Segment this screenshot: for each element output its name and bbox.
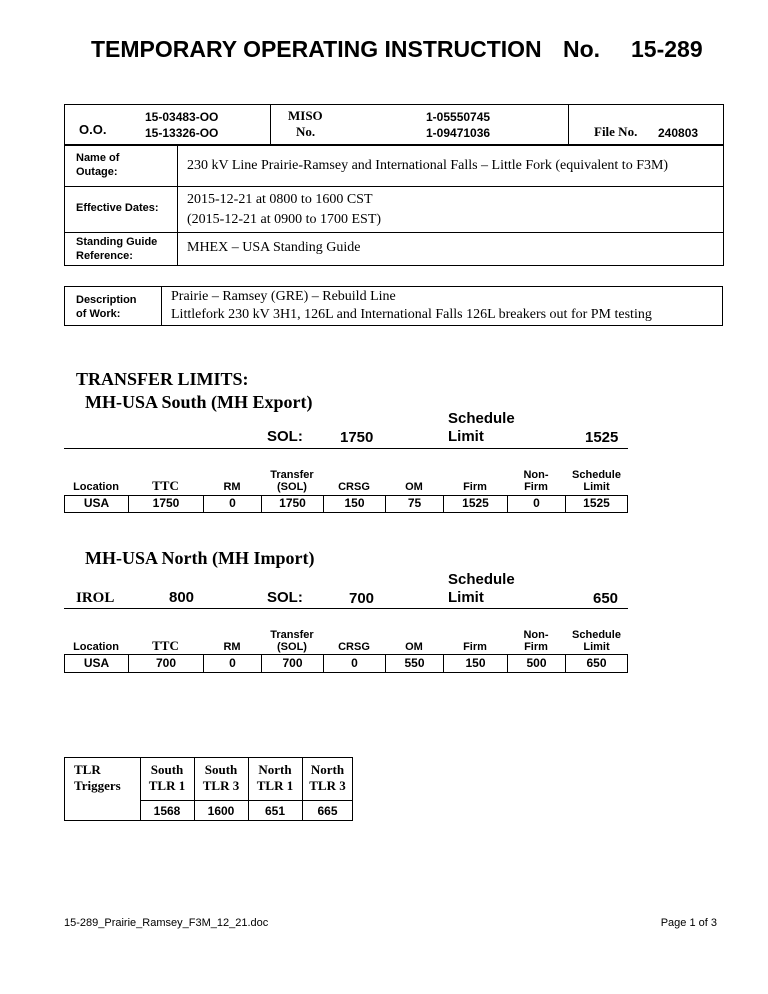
outage-name-label [76,152,119,180]
south-col-header-rm-text: RM [223,481,241,494]
tlr-header-south-1 [140,762,194,793]
south-col-header-firm-text: Firm [463,481,487,494]
footer-page-number: Page 1 of 3 [660,917,717,929]
north-schedule-limit-label [448,571,515,607]
south-col-header-schedule [565,462,628,494]
tlr-header-north-1-line-2: TLR 1 [256,777,294,793]
tlr-label-line-1: TLR [74,762,101,777]
north-cell-schedule: 650 [565,654,628,673]
north-cell-rm: 0 [203,654,262,673]
south-col-header-nonfirm-1: Non- [523,468,549,481]
description-line-2: Littlefork 230 kV 3H1, 126L and International Falls 126L breakers out for PM testing [171,307,652,322]
tlr-header-south-1-line-1: South [150,762,184,777]
south-col-header-transfer-2: (SOL) [277,481,307,494]
north-cell-om: 550 [385,654,444,673]
north-col-header-ttc-text: TTC [152,638,179,654]
south-col-header-firm [443,478,507,494]
document-title: TEMPORARY OPERATING INSTRUCTION [91,36,542,62]
description-line-1: Prairie – Ramsey (GRE) – Rebuild Line [171,289,396,304]
north-schedule-limit-value: 650 [593,590,619,607]
tlr-header-south-1-line-2: TLR 1 [148,777,186,793]
tlr-label-line-2: Triggers [74,778,121,794]
south-section-title: MH-USA South (MH Export) [85,392,313,412]
effective-date-1: 2015-12-21 at 0800 to 1600 CST [187,192,373,207]
north-col-header-om [385,638,443,654]
description-label [76,294,137,322]
north-col-header-nonfirm-1: Non- [523,628,549,641]
south-col-header-transfer [261,462,323,494]
south-col-header-rm [203,478,261,494]
miso-number-2: 1-09471036 [426,126,491,140]
standing-guide-value: MHEX – USA Standing Guide [187,240,361,255]
tlr-value-south-1: 1568 [153,804,181,818]
north-col-header-transfer-1: Transfer [270,628,314,641]
tlr-value-south-3: 1600 [207,804,235,818]
north-col-header-location [64,638,128,654]
north-schedule-label-line-1: Schedule [448,571,515,588]
north-cell-transfer: 700 [261,654,324,673]
tlr-value-north-1: 651 [264,804,286,818]
tlr-header-north-1 [248,762,302,793]
north-col-header-nonfirm [507,622,565,654]
transfer-limits-heading: TRANSFER LIMITS: [76,369,249,389]
south-col-header-om [385,478,443,494]
south-schedule-label-line-2: Limit [448,428,484,445]
north-col-header-om-text: OM [405,641,423,654]
north-col-header-schedule [565,622,628,654]
oo-number-1: 15-03483-OO [145,110,219,124]
south-cell-crsg: 150 [323,495,386,513]
south-cell-ttc: 1750 [128,495,204,513]
south-cell-rm: 0 [203,495,262,513]
south-cell-schedule: 1525 [565,495,628,513]
north-col-header-rm-text: RM [223,641,241,654]
north-sol-value: 700 [349,590,375,607]
north-sol-label: SOL: [267,589,303,606]
north-col-header-firm-text: Firm [463,641,487,654]
north-col-header-crsg [323,638,385,654]
south-col-header-nonfirm [507,462,565,494]
north-col-header-transfer [261,622,323,654]
north-col-header-crsg-text: CRSG [338,641,370,654]
north-cell-ttc: 700 [128,654,204,673]
instruction-number: 15-289 [631,36,703,62]
tlr-label [74,762,121,795]
miso-number-1: 1-05550745 [426,110,491,124]
south-schedule-limit-value: 1525 [585,429,619,446]
south-cell-nonfirm: 0 [507,495,566,513]
north-irol-label: IROL [76,590,115,606]
north-col-header-nonfirm-2: Firm [524,641,548,654]
south-col-header-schedule-1: Schedule [572,468,621,481]
tlr-header-south-3 [194,762,248,793]
south-col-header-nonfirm-2: Firm [524,481,548,494]
south-col-header-schedule-2: Limit [583,481,610,494]
north-section-title: MH-USA North (MH Import) [85,548,315,568]
south-cell-location: USA [64,495,129,513]
file-label: File No. [594,124,638,139]
effective-date-2: (2015-12-21 at 0900 to 1700 EST) [187,212,382,227]
file-number: 240803 [658,126,699,140]
number-label: No. [563,36,601,62]
standing-guide-label-line-1: Standing Guide [76,236,158,248]
south-cell-transfer: 1750 [261,495,324,513]
north-cell-firm: 150 [443,654,508,673]
tlr-header-south-3-line-2: TLR 3 [202,777,240,793]
outage-name-label-line-1: Name of [76,152,120,164]
north-cell-nonfirm: 500 [507,654,566,673]
south-sol-label: SOL: [267,428,303,445]
oo-label: O.O. [79,122,107,137]
tlr-header-south-3-line-1: South [204,762,238,777]
south-col-header-om-text: OM [405,481,423,494]
tlr-header-north-3 [302,762,353,793]
south-col-header-crsg-text: CRSG [338,481,370,494]
north-cell-location: USA [64,654,129,673]
north-col-header-schedule-1: Schedule [572,628,621,641]
tlr-header-north-1-line-1: North [258,762,292,777]
north-col-header-schedule-2: Limit [583,641,610,654]
north-col-header-firm [443,638,507,654]
south-col-header-location [64,478,128,494]
miso-label-1: MISO [288,108,323,123]
description-label-line-2: of Work: [76,307,121,320]
outage-name-value: 230 kV Line Prairie-Ramsey and International Falls – Little Fork (equivalent to F3M) [187,158,669,173]
description-label-line-1: Description [76,294,137,306]
standing-guide-label [76,236,157,264]
standing-guide-label-line-2: Reference: [76,249,133,262]
tlr-value-north-3: 665 [317,804,338,818]
south-col-header-ttc [128,478,203,494]
north-col-header-transfer-2: (SOL) [277,641,307,654]
tlr-header-north-3-line-1: North [310,762,345,777]
north-cell-crsg: 0 [323,654,386,673]
south-schedule-label-line-1: Schedule [448,410,515,427]
miso-label-2: No. [296,124,316,139]
tlr-header-north-3-line-2: TLR 3 [309,777,346,793]
south-cell-om: 75 [385,495,444,513]
north-col-header-location-text: Location [73,641,119,654]
south-schedule-limit-label [448,410,515,446]
south-cell-firm: 1525 [443,495,508,513]
south-sol-value: 1750 [340,429,374,446]
north-col-header-ttc [128,638,203,654]
south-col-header-location-text: Location [73,481,119,494]
south-col-header-ttc-text: TTC [152,478,179,494]
effective-dates-label: Effective Dates: [76,202,159,214]
south-col-header-transfer-1: Transfer [270,468,314,481]
south-col-header-crsg [323,478,385,494]
oo-number-2: 15-13326-OO [145,126,219,140]
outage-name-label-line-2: Outage: [76,165,118,178]
north-col-header-rm [203,638,261,654]
north-schedule-label-line-2: Limit [448,589,484,606]
north-irol-value: 800 [169,589,195,606]
footer-filename: 15-289_Prairie_Ramsey_F3M_12_21.doc [64,917,269,929]
